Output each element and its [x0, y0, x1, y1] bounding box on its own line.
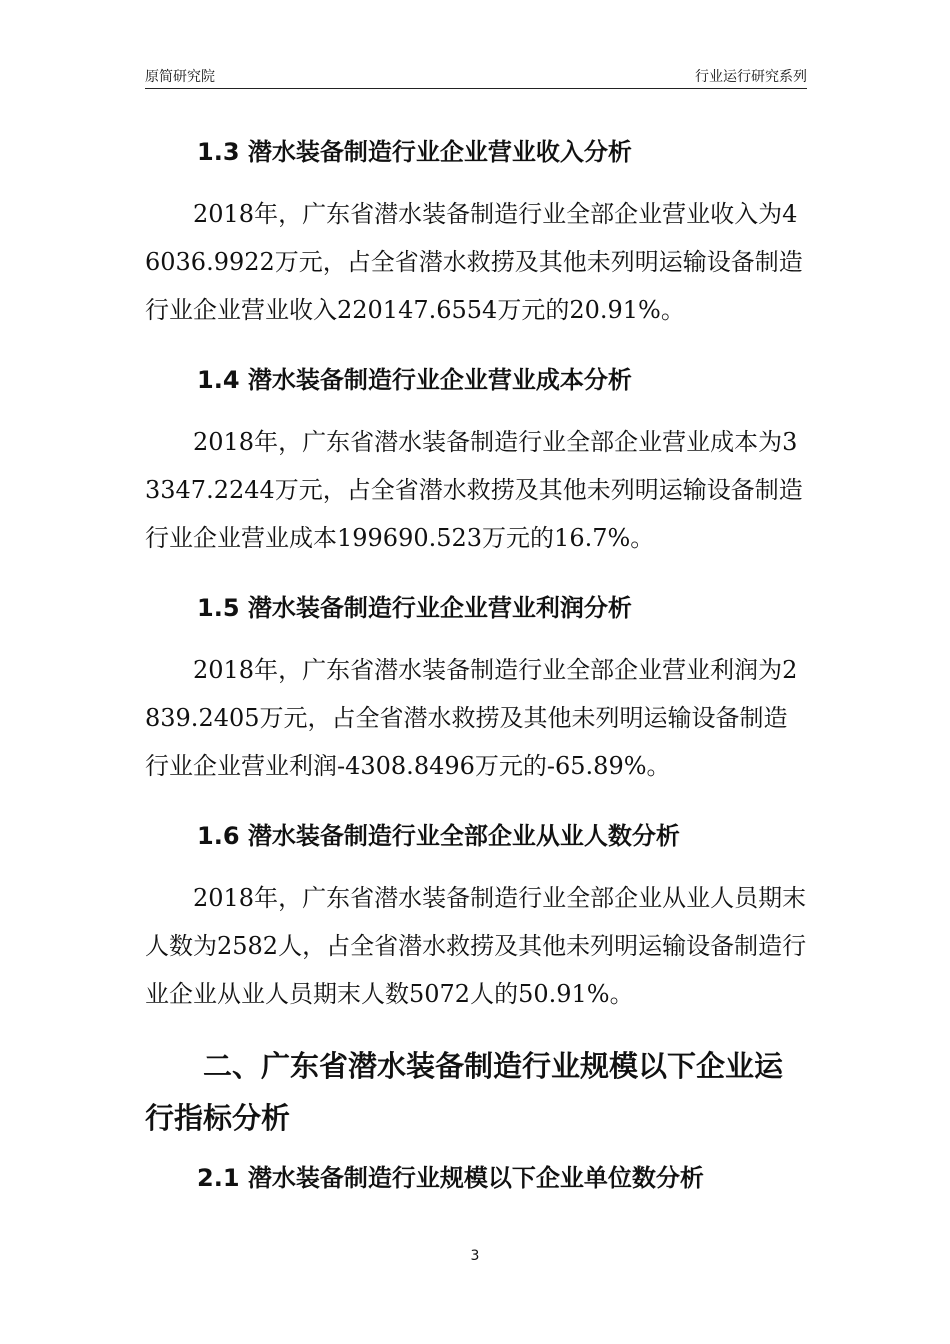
section-title-1-6: 1.6 潜水装备制造行业全部企业从业人数分析 — [197, 822, 680, 850]
section-title-1-5: 1.5 潜水装备制造行业企业营业利润分析 — [197, 594, 632, 622]
section-title-1-3: 1.3 潜水装备制造行业企业营业收入分析 — [197, 138, 632, 166]
page-header — [145, 66, 807, 89]
header-org-name: 原简研究院 — [145, 69, 215, 85]
section-title-2-1: 2.1 潜水装备制造行业规模以下企业单位数分析 — [197, 1164, 704, 1192]
section-body-1-3: 2018年，广东省潜水装备制造行业全部企业营业收入为46036.9922万元，占全省潜水救捞及其他未列明运输设备制造行业企业营业收入220147.6554万元的20.91%。 — [145, 200, 803, 324]
page-number: 3 — [470, 1248, 480, 1264]
section-body-1-5: 2018年，广东省潜水装备制造行业全部企业营业利润为2839.2405万元，占全省潜水救捞及其他未列明运输设备制造行业企业营业利润-4308.8496万元的-65.89%。 — [145, 656, 798, 780]
section-body-1-4: 2018年，广东省潜水装备制造行业全部企业营业成本为33347.2244万元，占全省潜水救捞及其他未列明运输设备制造行业企业营业成本199690.523万元的16.7%。 — [145, 428, 803, 552]
section-body-1-6: 2018年，广东省潜水装备制造行业全部企业从业人员期末人数为2582人，占全省潜水救捞及其他未列明运输设备制造行业企业从业人员期末人数5072人的50.91%。 — [145, 884, 807, 1008]
page-content — [145, 128, 807, 1202]
chapter-title: 二、广东省潜水装备制造行业规模以下企业运行指标分析 — [145, 1049, 784, 1135]
header-series-name: 行业运行研究系列 — [695, 69, 807, 85]
section-title-1-4: 1.4 潜水装备制造行业企业营业成本分析 — [197, 366, 632, 394]
